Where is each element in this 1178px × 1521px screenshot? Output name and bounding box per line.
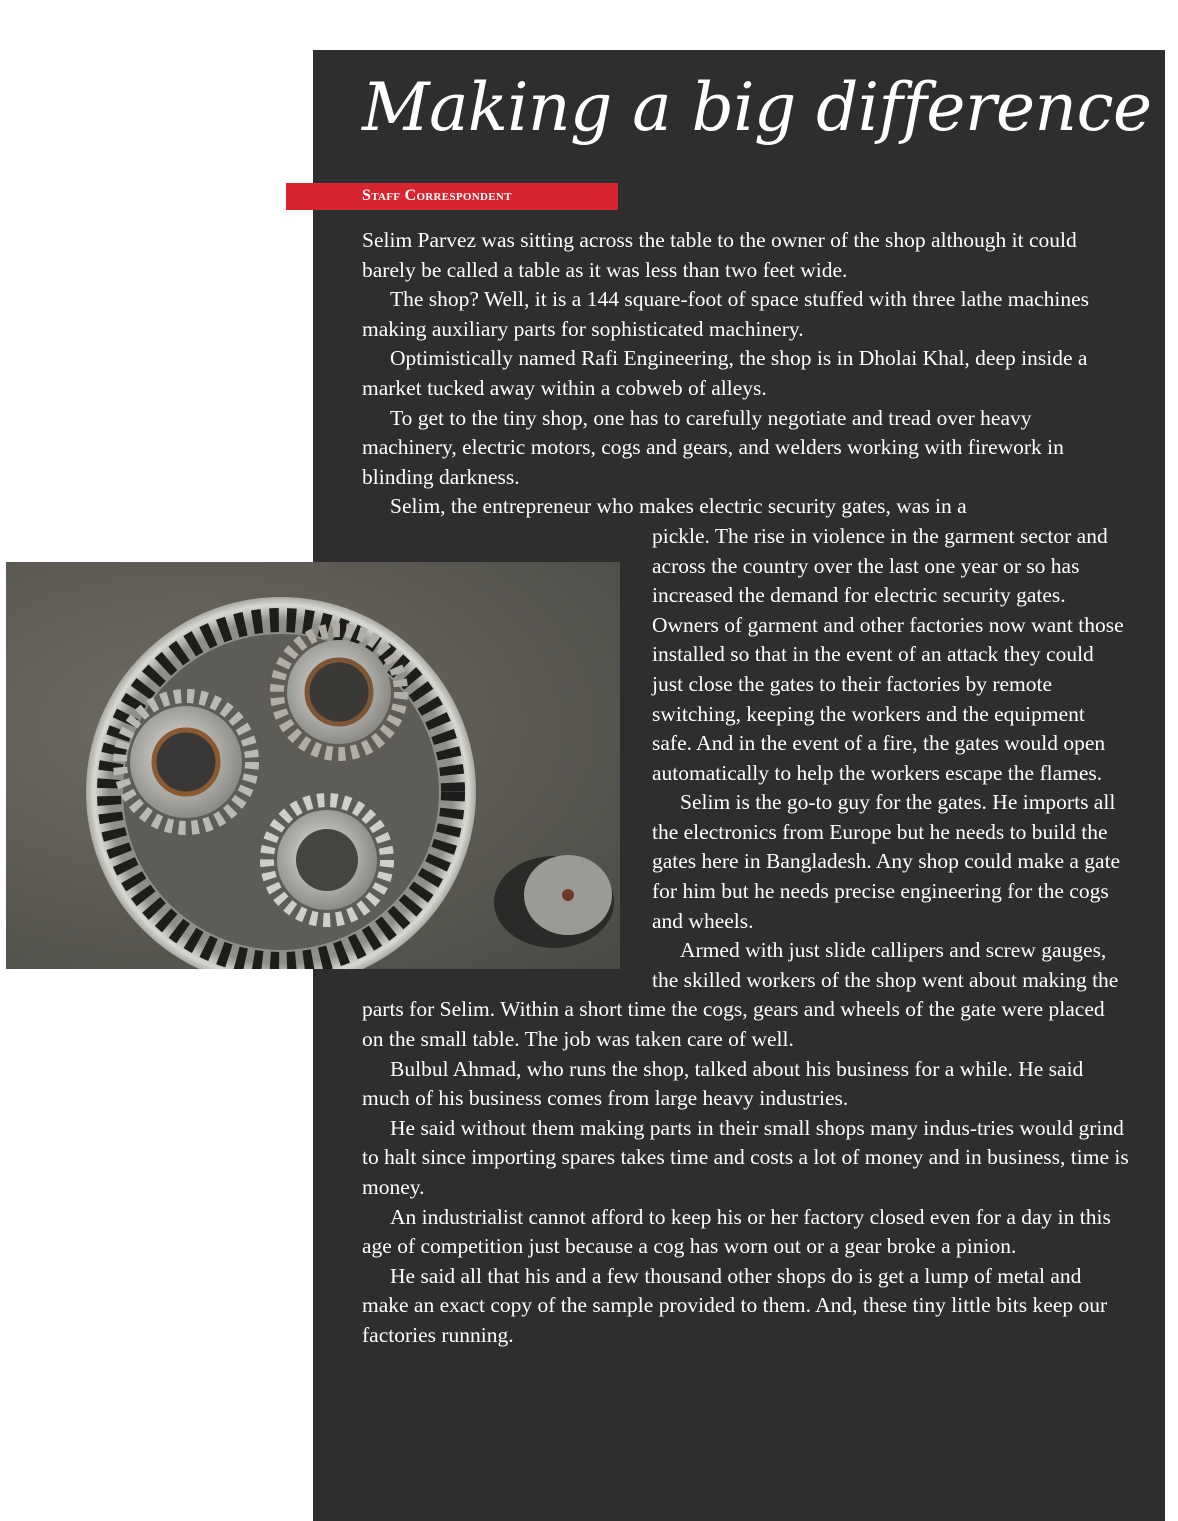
byline-bar <box>286 183 618 210</box>
paragraph: He said all that his and a few thousand other shops do is get a lump of metal and make an exact copy of the sample provided to them. And, these tiny little bits keep our factories running. <box>362 1263 1108 1347</box>
paragraph: Selim is the go-to guy for the gates. He imports all the electronics from Europe but he needs to build the gates here in Bangladesh. Any shop could make a gate for him but he needs precise engineering for the cogs and wheels. <box>652 790 1121 933</box>
paragraph: Bulbul Ahmad, who runs the shop, talked about his business for a while. He said much of his business comes from large heavy industries. <box>362 1056 1084 1111</box>
article-body <box>362 226 1130 1351</box>
paragraph: Armed with just slide callipers and screw gauges, the skilled workers of the shop went about making the parts for Selim. Within a short time the cogs, gears and wheels of the gate were placed on the small table. The job was taken care of well. <box>362 938 1119 1052</box>
paragraph: Selim Parvez was sitting across the table to the owner of the shop although it could barely be called a table as it was less than two feet wide. <box>362 228 1077 282</box>
paragraph: An industrialist cannot afford to keep his or her factory closed even for a day in this age of competition just because a cog has worn out or a gear broke a pinion. <box>362 1204 1111 1259</box>
photo-wrap-space <box>352 522 652 968</box>
paragraph: pickle. The rise in violence in the garment sector and across the country over the last one year or so has increased the demand for electric security gates. Owners of garment and other factories now want those installed so that in the event of an attack they could just close the gates to their factories by remote switching, keeping the workers and the equipment safe. And in the event of a fire, the gates would open automatically to help the workers escape the flames. <box>652 523 1124 785</box>
paragraph: The shop? Well, it is a 144 square-foot of space stuffed with three lathe machines making auxiliary parts for sophisticated machinery. <box>362 287 1090 341</box>
paragraph-start: Selim, the entrepreneur who makes electric security gates, was in a <box>390 494 967 519</box>
byline-label: Staff Correspondent <box>362 187 512 204</box>
paragraph: Optimistically named Rafi Engineering, the shop is in Dholai Khal, deep inside a market tucked away within a cobweb of alleys. <box>362 346 1088 400</box>
article-title: Making a big difference <box>362 69 1152 146</box>
paragraph: To get to the tiny shop, one has to carefully negotiate and tread over heavy machinery, electric motors, cogs and gears, and welders working with firework in blinding darkness. <box>362 405 1064 489</box>
paragraph: He said without them making parts in their small shops many indus-tries would grind to halt since importing spares takes time and costs a lot of money and in business, time is money. <box>362 1115 1129 1199</box>
